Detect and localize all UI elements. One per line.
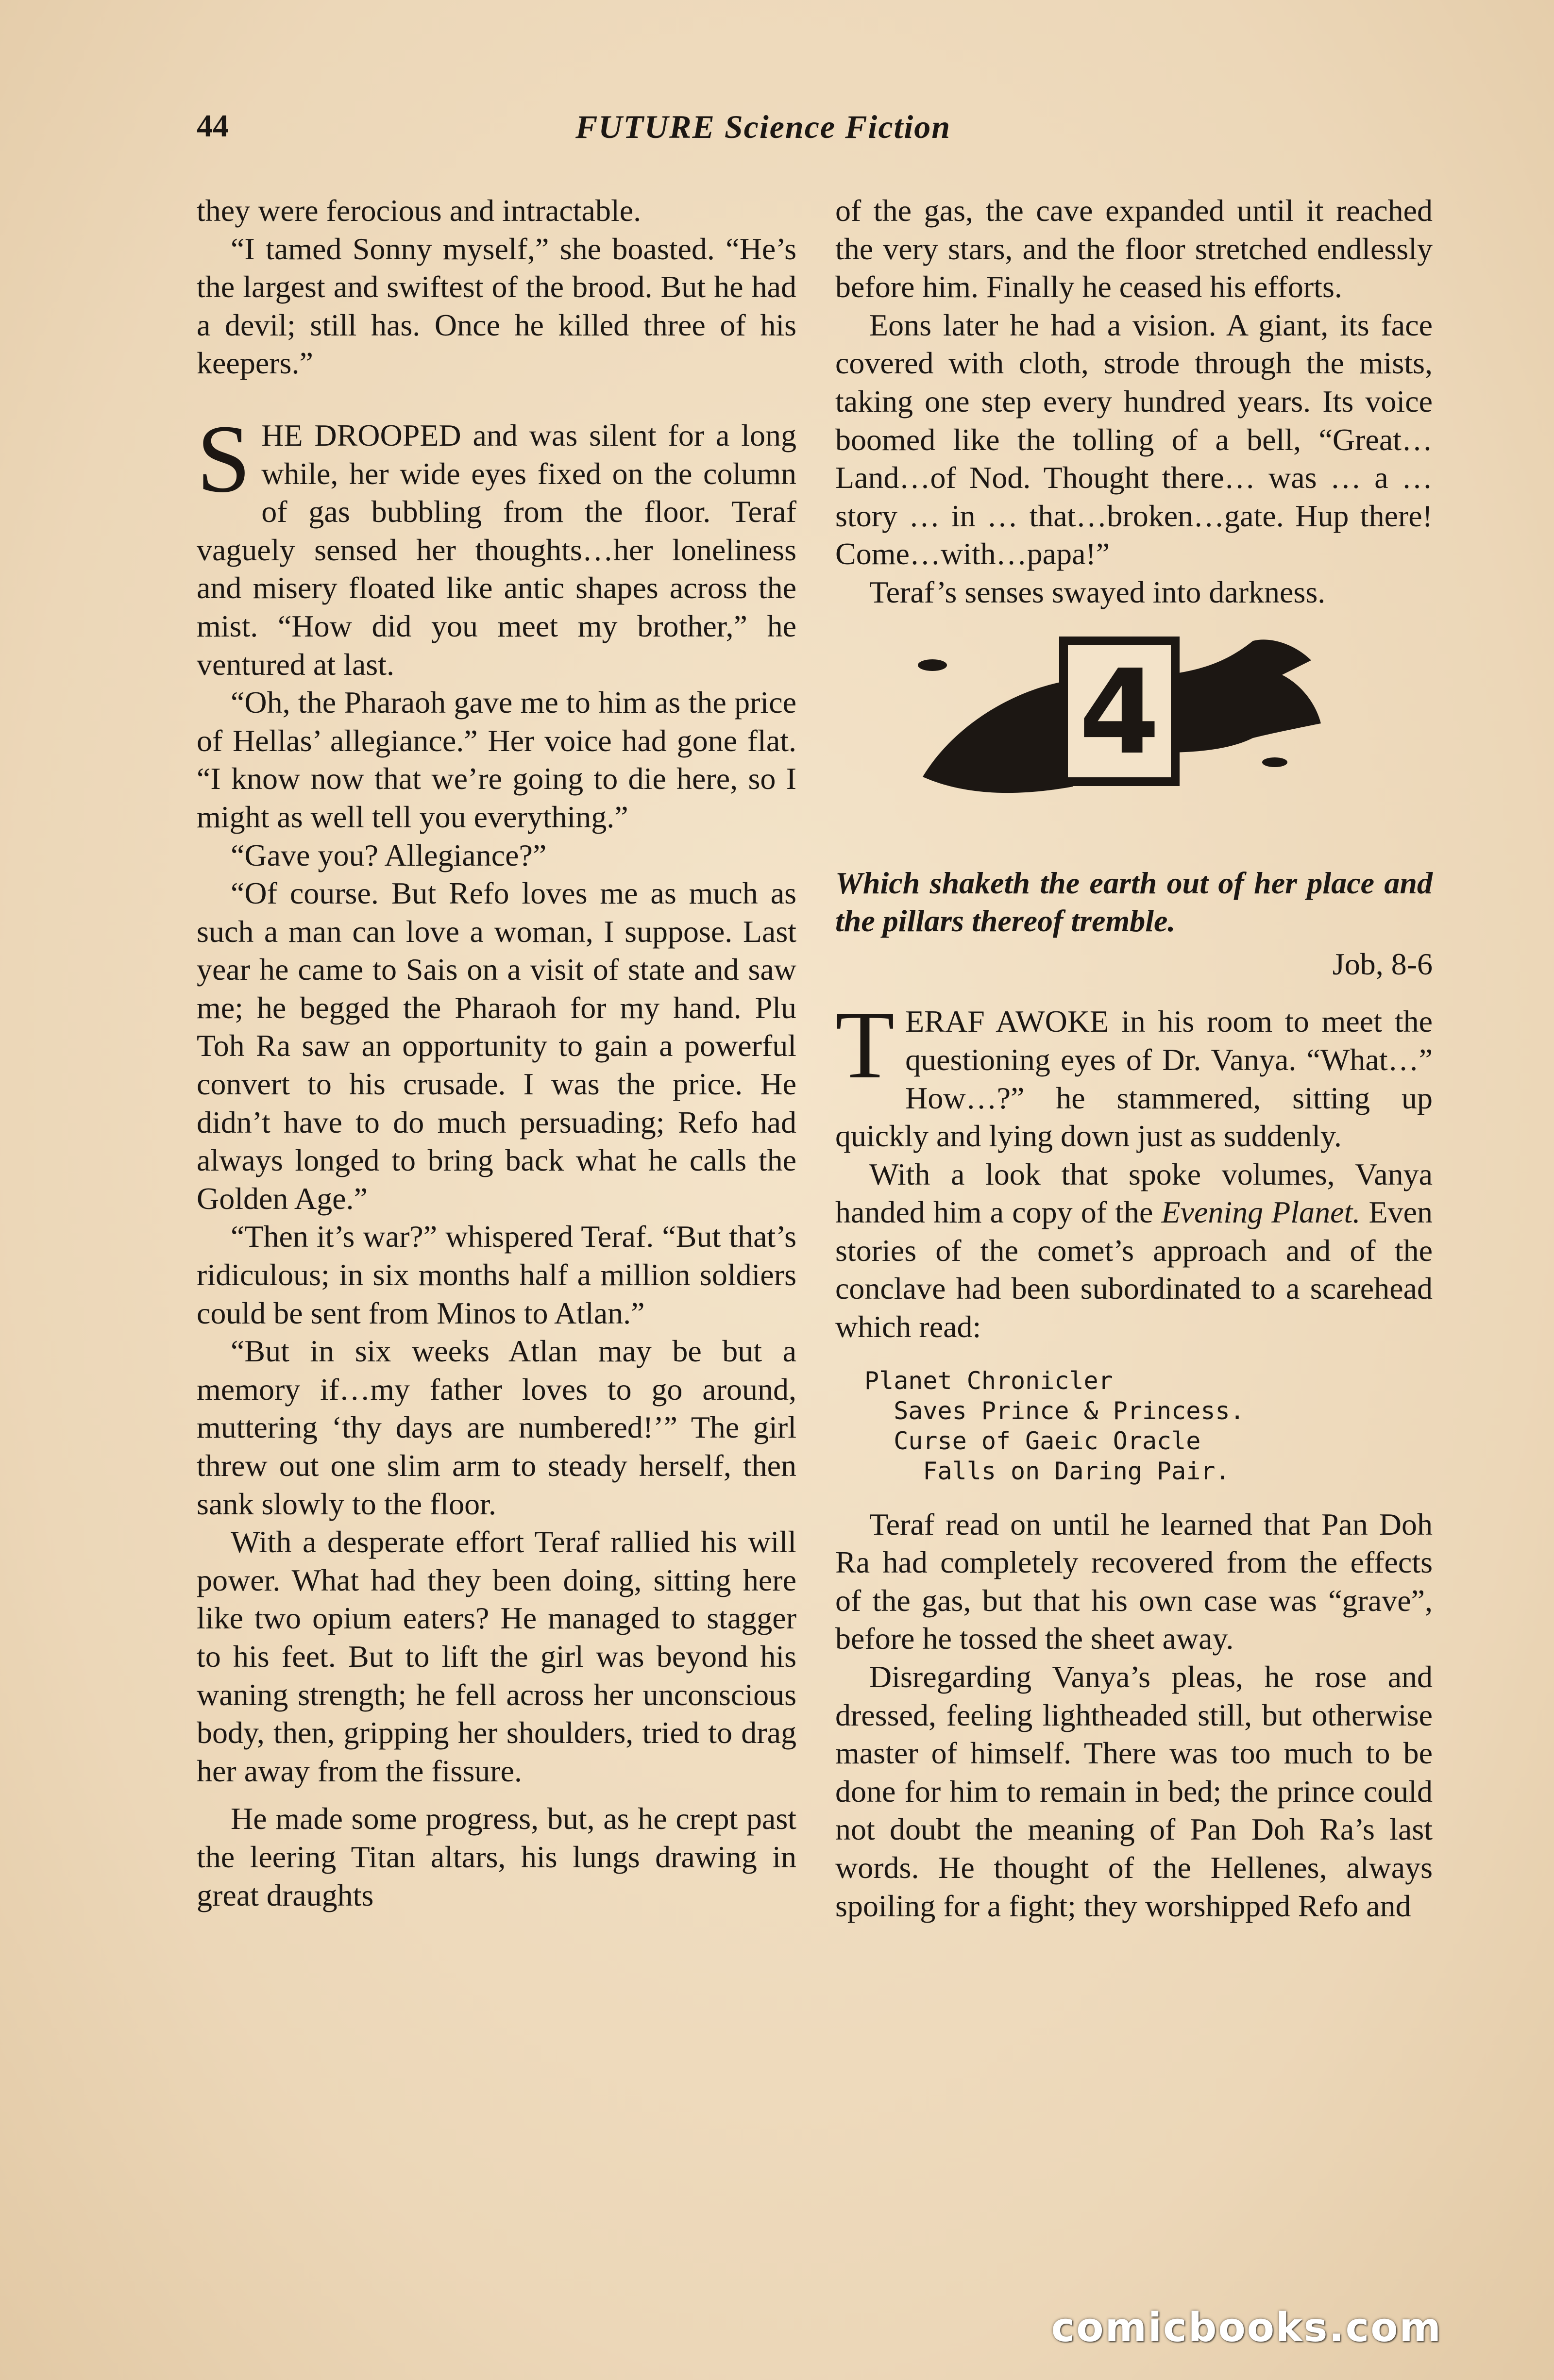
lead-in: HE DROOPED [261,418,461,453]
rocket-nose-icon [923,680,1073,793]
page-number: 44 [197,108,229,144]
smoke-puff-icon [918,659,947,671]
running-title: FUTURE Science Fiction [575,108,951,145]
paragraph: of the gas, the cave expanded until it reached the very stars, and the floor stretched endlessly before him. Finally he ceased his efforts. [835,193,1433,304]
drop-cap: T [835,991,895,1099]
paragraph: “Then it’s war?” whispered Teraf. “But that’s ridiculous; in six months half a million soldiers could be sent from Minos to Atlan.” [197,1219,796,1330]
headline-line: Saves Prince & Princess. [864,1396,1245,1425]
paragraph: Teraf read on until he learned that Pan Doh Ra had completely recovered from the effects of the gas, but that his own case was “grave”, before he tossed the sheet away. [835,1507,1433,1656]
right-column [835,192,1433,1925]
epigraph-attribution: Job, 8-6 [1332,946,1433,981]
smoke-puff-icon [1262,757,1287,767]
paragraph-body: in his room to meet the questioning eyes of Dr. Vanya. “What…” How…?” he stammered, sitting up quickly and lying down just as suddenly. [835,1004,1433,1154]
paragraph: “I tamed Sonny myself,” she boasted. “He’s the largest and swiftest of the brood. But he had a devil; still has. Once he killed three of his keepers.” [197,231,796,381]
paragraph: “But in six weeks Atlan may be but a memory if…my father loves to go around, muttering ‘thy days are numbered!’” The girl threw out one slim arm to steady herself, then sank slowly to the floor. [197,1334,796,1521]
site-watermark: comicbooks.com [1051,2305,1442,2351]
paragraph: “Gave you? Allegiance?” [231,838,547,872]
paragraph [835,1156,1433,1346]
left-column [197,192,796,1914]
paragraph: they were ferocious and intractable. [197,193,642,228]
paragraph-text: Even stories of the comet’s approach and of the conclave had been subordinated to a scarehead which read: [835,1195,1433,1344]
paragraph: Teraf’s senses swayed into darkness. [869,574,1326,609]
page-header [0,108,1554,161]
paragraph: He made some progress, but, as he crept past the leering Titan altars, his lungs drawing in great draughts [197,1801,796,1912]
chapter-number: 4 [1079,644,1160,780]
epigraph: Which shaketh the earth out of her place and the pillars thereof tremble. [835,865,1433,939]
drop-cap: S [197,405,251,513]
section-opening-paragraph [197,405,796,684]
paragraph-body: and was silent for a long while, her wide eyes fixed on the column of gas bubbling from the floor. Teraf vaguely sensed her thoughts…her loneliness and misery floated like antic shapes across the mist. “How did you meet my brother,” he ventured at last. [197,418,796,682]
chapter-opening-paragraph [835,991,1433,1155]
paragraph: “Of course. But Refo loves me as much as such a man can love a woman, I suppose. Last year he came to Sais on a visit of state and saw me; he begged the Pharaoh for my hand. Plu Toh Ra saw an opportunity to gain a powerful convert to his crusade. I was the price. He didn’t have to do much persuading; Refo had always longed to bring back what he calls the Golden Age.” [197,876,796,1216]
headline-line: Curse of Gaeic Oracle [864,1426,1201,1455]
paragraph: Eons later he had a vision. A giant, its face covered with cloth, strode through the mists, taking one step every hundred years. Its voice boomed like the tolling of a bell, “Great… Land…of Nod. Thought there… was … a … story … in … that…broken…gate. Hup there! Come…with…papa!” [835,307,1433,571]
newspaper-headline [864,1366,1433,1486]
headline-line: Planet Chronicler [864,1366,1113,1395]
paragraph: With a desperate effort Teraf rallied his will power. What had they been doing, sitting here like two opium eaters? He managed to stagger to his feet. But to lift the girl was beyond his waning strength; he fell across her unconscious body, then, gripping her shoulders, tried to drag her away from the fissure. [197,1525,796,1788]
paragraph: Disregarding Vanya’s pleas, he rose and dressed, feeling lightheaded still, but otherwise master of himself. There was too much to be done for him to remain in bed; the prince could not doubt the meaning of Pan Doh Ra’s last words. He thought of the Hellenes, always spoiling for a fight; they worshipped Refo and [835,1659,1433,1923]
lead-in: ERAF AWOKE [905,1004,1109,1039]
headline-line: Falls on Daring Pair. [864,1457,1230,1485]
paragraph-text: With a look that spoke volumes, Vanya handed him a copy of the [835,1156,1433,1230]
chapter-rocket-emblem [913,631,1340,835]
newspaper-name: Evening Planet. [1161,1195,1361,1230]
paragraph: “Oh, the Pharaoh gave me to him as the price of Hellas’ allegiance.” Her voice had gone flat. “I know now that we’re going to die here, so I might as well tell you everything.” [197,685,796,834]
rocket-tail-icon [1166,639,1321,753]
